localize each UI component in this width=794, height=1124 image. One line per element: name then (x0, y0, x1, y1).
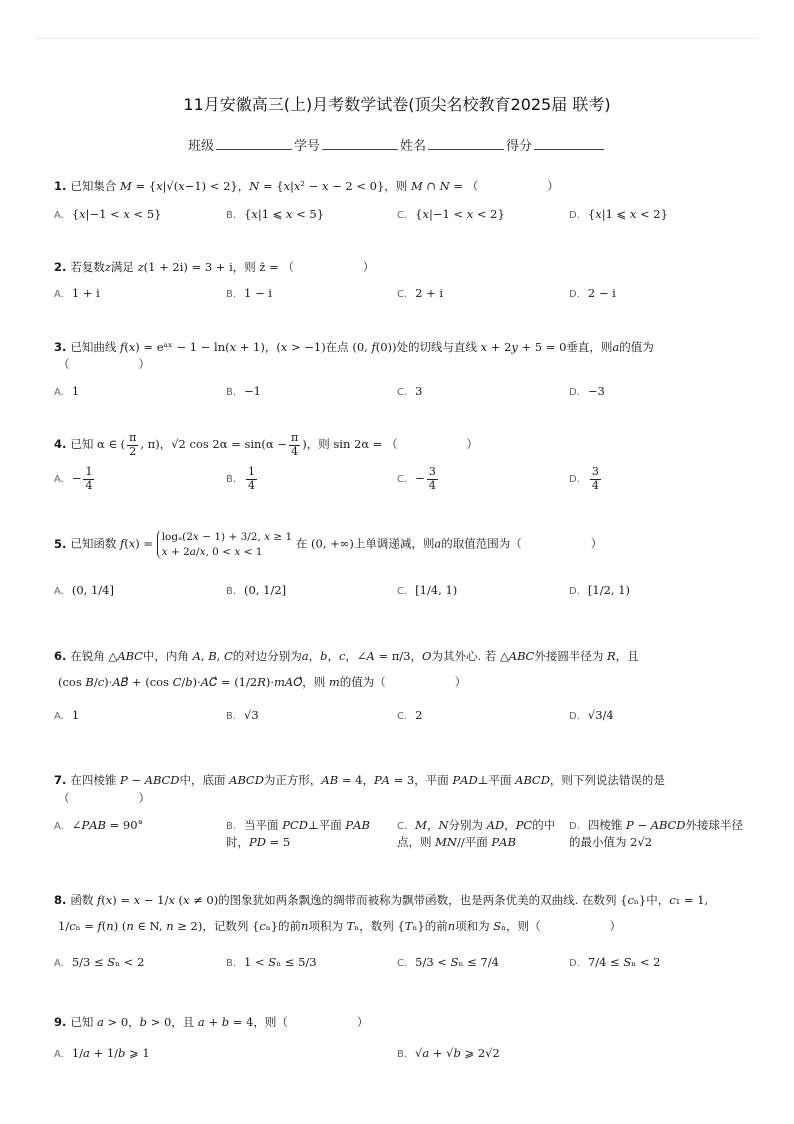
question-stem: 已知曲线 𝑓(𝑥) = eᵃˣ − 1 − ln(𝑥 + 1)，(𝑥 > −1)在点 (0, 𝑓(0))处的切线与直线 𝑥 + 2𝑦 + 5 = 0垂直，则𝑎的值为 (70, 340, 654, 354)
option-2d[interactable]: D. 2 − i (569, 286, 616, 300)
piecewise-function: logₐ(2𝑥 − 1) + 3/2, 𝑥 ≥ 1 𝑥 + 2𝑎/𝑥, 0 < 𝑥 < 1 (157, 530, 293, 559)
id-label: 学号 (293, 139, 320, 154)
option-8d[interactable]: D. 7/4 ≤ 𝑆ₙ < 2 (569, 955, 661, 969)
option-8c[interactable]: C. 5/3 < 𝑆ₙ ≤ 7/4 (397, 955, 499, 969)
option-4c[interactable]: C. − $\frac{3}{4}$ (397, 465, 436, 492)
option-7a[interactable]: A. ∠𝑃𝐴𝐵 = 90° (54, 818, 144, 832)
score-label: 得分 (506, 139, 533, 154)
page-title: 11月安徽高三(上)月考数学试卷(顶尖名校教育2025届 联考) (183, 95, 611, 114)
header-divider (36, 38, 758, 39)
option-3d[interactable]: D. −3 (569, 384, 605, 398)
question-2: 2. 若复数𝑧满足 𝑧(1 + 2i) = 3 + i，则 z̄ = （ ） (54, 260, 375, 274)
option-4b[interactable]: B. $\frac{1}{4}$ (226, 465, 256, 492)
fraction: $\frac{\pi}{2}$ (129, 431, 137, 458)
question-7-paren: （ ） (58, 791, 150, 805)
name-label: 姓名 (400, 139, 427, 154)
class-label: 班级 (187, 139, 214, 154)
student-info-line (0, 135, 794, 154)
option-6a[interactable]: A. 1 (54, 708, 80, 722)
question-6: 6. 在锐角 △𝐴𝐵𝐶中，内角 𝐴, 𝐵, 𝐶的对边分别为𝑎，𝑏，𝑐，∠𝐴 = π/3，𝑂为其外心. 若 △𝐴𝐵𝐶外接圆半径为 𝑅，且 (54, 649, 639, 663)
question-5: 5. 已知函数 𝑓(𝑥) = logₐ(2𝑥 − 1) + 3/2, 𝑥 ≥ 1 𝑥 + 2𝑎/𝑥, 0 < 𝑥 < 1 在 (0, +∞)上单调递减，则𝑎的取值范围为（ ） (54, 531, 603, 558)
option-7c[interactable]: C. 𝑀，𝑁分别为 𝐴𝐷，𝑃𝐶的中点，则 𝑀𝑁//平面 𝑃𝐴𝐵 (397, 818, 556, 850)
option-3a[interactable]: A. 1 (54, 384, 80, 398)
question-4: 4. 已知 α ∈ ( $\frac{\pi}{2}$ , π)，√2 cos 2α = sin(α − $\frac{\pi}{4}$ )，则 sin 2α = （ ） (54, 431, 479, 458)
option-1a[interactable]: A. {𝑥|−1 < 𝑥 < 5} (54, 207, 162, 221)
question-3: 3. 已知曲线 𝑓(𝑥) = eᵃˣ − 1 − ln(𝑥 + 1)，(𝑥 > −1)在点 (0, 𝑓(0))处的切线与直线 𝑥 + 2𝑦 + 5 = 0垂直，则𝑎的值为 (54, 340, 654, 354)
option-6c[interactable]: C. 2 (397, 708, 423, 722)
option-1b[interactable]: B. {𝑥|1 ⩽ 𝑥 < 5} (226, 207, 325, 221)
option-2a[interactable]: A. 1 + i (54, 286, 100, 300)
question-7: 7. 在四棱锥 𝑃 − 𝐴𝐵𝐶𝐷中，底面 𝐴𝐵𝐶𝐷为正方形，𝐴𝐵 = 4，𝑃𝐴 = 3，平面 𝑃𝐴𝐷⊥平面 𝐴𝐵𝐶𝐷，则下列说法错误的是 (54, 773, 665, 787)
question-9: 9. 已知 𝑎 > 0，𝑏 > 0，且 𝑎 + 𝑏 = 4，则（ ） (54, 1015, 369, 1029)
option-4a[interactable]: A. − $\frac{1}{4}$ (54, 465, 93, 492)
question-1: 1. 已知集合 𝑀 = {𝑥|√(𝑥−1) < 2}，𝑁 = {𝑥|𝑥² − 𝑥 − 2 < 0}，则 𝑀 ∩ 𝑁 = （ ） (54, 179, 559, 193)
fraction: $\frac{\pi}{4}$ (290, 431, 299, 458)
score-blank[interactable] (534, 137, 604, 150)
question-6-line2: (cos 𝐵/𝑐)·𝐴𝐵⃗ + (cos 𝐶/𝑏)·𝐴𝐶⃗ = (1/2𝑅)·𝑚𝐴𝑂⃗，则 𝑚的值为（ ） (58, 675, 467, 689)
question-3-paren: （ ） (58, 357, 150, 371)
option-7b[interactable]: B. 当平面 𝑃𝐶𝐷⊥平面 𝑃𝐴𝐵时，𝑃𝐷 = 5 (226, 818, 370, 850)
question-stem: 在四棱锥 𝑃 − 𝐴𝐵𝐶𝐷中，底面 𝐴𝐵𝐶𝐷为正方形，𝐴𝐵 = 4，𝑃𝐴 = 3，平面 𝑃𝐴𝐷⊥平面 𝐴𝐵𝐶𝐷，则下列说法错误的是 (70, 773, 665, 787)
option-5d[interactable]: D. [1/2, 1) (569, 583, 630, 597)
option-8b[interactable]: B. 1 < 𝑆ₙ ≤ 5/3 (226, 955, 317, 969)
question-stem: 函数 𝑓(𝑥) = 𝑥 − 1/𝑥 (𝑥 ≠ 0)的图象犹如两条飘逸的绸带而被称为飘带函数，也是两条优美的双曲线. 在数列 {𝑐ₙ}中，𝑐₁ = 1, (70, 893, 709, 907)
question-8-line2: 1/𝑐ₙ = 𝑓(𝑛) (𝑛 ∈ N, 𝑛 ≥ 2)，记数列 {𝑐ₙ}的前𝑛项积为 𝑇ₙ，数列 {𝑇ₙ}的前𝑛项和为 𝑆ₙ，则（ ） (58, 919, 622, 933)
option-7d[interactable]: D. 四棱锥 𝑃 − 𝐴𝐵𝐶𝐷外接球半径的最小值为 2√2 (569, 818, 744, 850)
option-2c[interactable]: C. 2 + i (397, 286, 444, 300)
option-1d[interactable]: D. {𝑥|1 ⩽ 𝑥 < 2} (569, 207, 668, 221)
option-5b[interactable]: B. (0, 1/2] (226, 583, 287, 597)
option-4d[interactable]: D. $\frac{3}{4}$ (569, 465, 599, 492)
option-6b[interactable]: B. √3 (226, 708, 259, 722)
option-3b[interactable]: B. −1 (226, 384, 261, 398)
option-1c[interactable]: C. {𝑥|−1 < 𝑥 < 2} (397, 207, 505, 221)
option-8a[interactable]: A. 5/3 ≤ 𝑆ₙ < 2 (54, 955, 145, 969)
question-stem: 已知 𝑎 > 0，𝑏 > 0，且 𝑎 + 𝑏 = 4，则（ ） (70, 1015, 369, 1029)
option-5c[interactable]: C. [1/4, 1) (397, 583, 458, 597)
class-blank[interactable] (216, 137, 292, 150)
question-stem: 若复数𝑧满足 𝑧(1 + 2i) = 3 + i，则 z̄ = （ ） (70, 260, 375, 274)
question-stem: 已知集合 𝑀 = {𝑥|√(𝑥−1) < 2}，𝑁 = {𝑥|𝑥² − 𝑥 − 2 < 0}，则 𝑀 ∩ 𝑁 = （ ） (70, 179, 559, 193)
option-9a[interactable]: A. 1/𝑎 + 1/𝑏 ⩾ 1 (54, 1046, 150, 1060)
id-blank[interactable] (322, 137, 398, 150)
option-3c[interactable]: C. 3 (397, 384, 423, 398)
option-5a[interactable]: A. (0, 1/4] (54, 583, 114, 597)
name-blank[interactable] (428, 137, 504, 150)
question-stem: 在锐角 △𝐴𝐵𝐶中，内角 𝐴, 𝐵, 𝐶的对边分别为𝑎，𝑏，𝑐，∠𝐴 = π/3，𝑂为其外心. 若 △𝐴𝐵𝐶外接圆半径为 𝑅，且 (70, 649, 639, 663)
question-8: 8. 函数 𝑓(𝑥) = 𝑥 − 1/𝑥 (𝑥 ≠ 0)的图象犹如两条飘逸的绸带而被称为飘带函数，也是两条优美的双曲线. 在数列 {𝑐ₙ}中，𝑐₁ = 1, (54, 893, 709, 907)
option-6d[interactable]: D. √3/4 (569, 708, 614, 722)
option-2b[interactable]: B. 1 − i (226, 286, 272, 300)
option-9b[interactable]: B. √𝑎 + √𝑏 ⩾ 2√2 (397, 1046, 500, 1060)
